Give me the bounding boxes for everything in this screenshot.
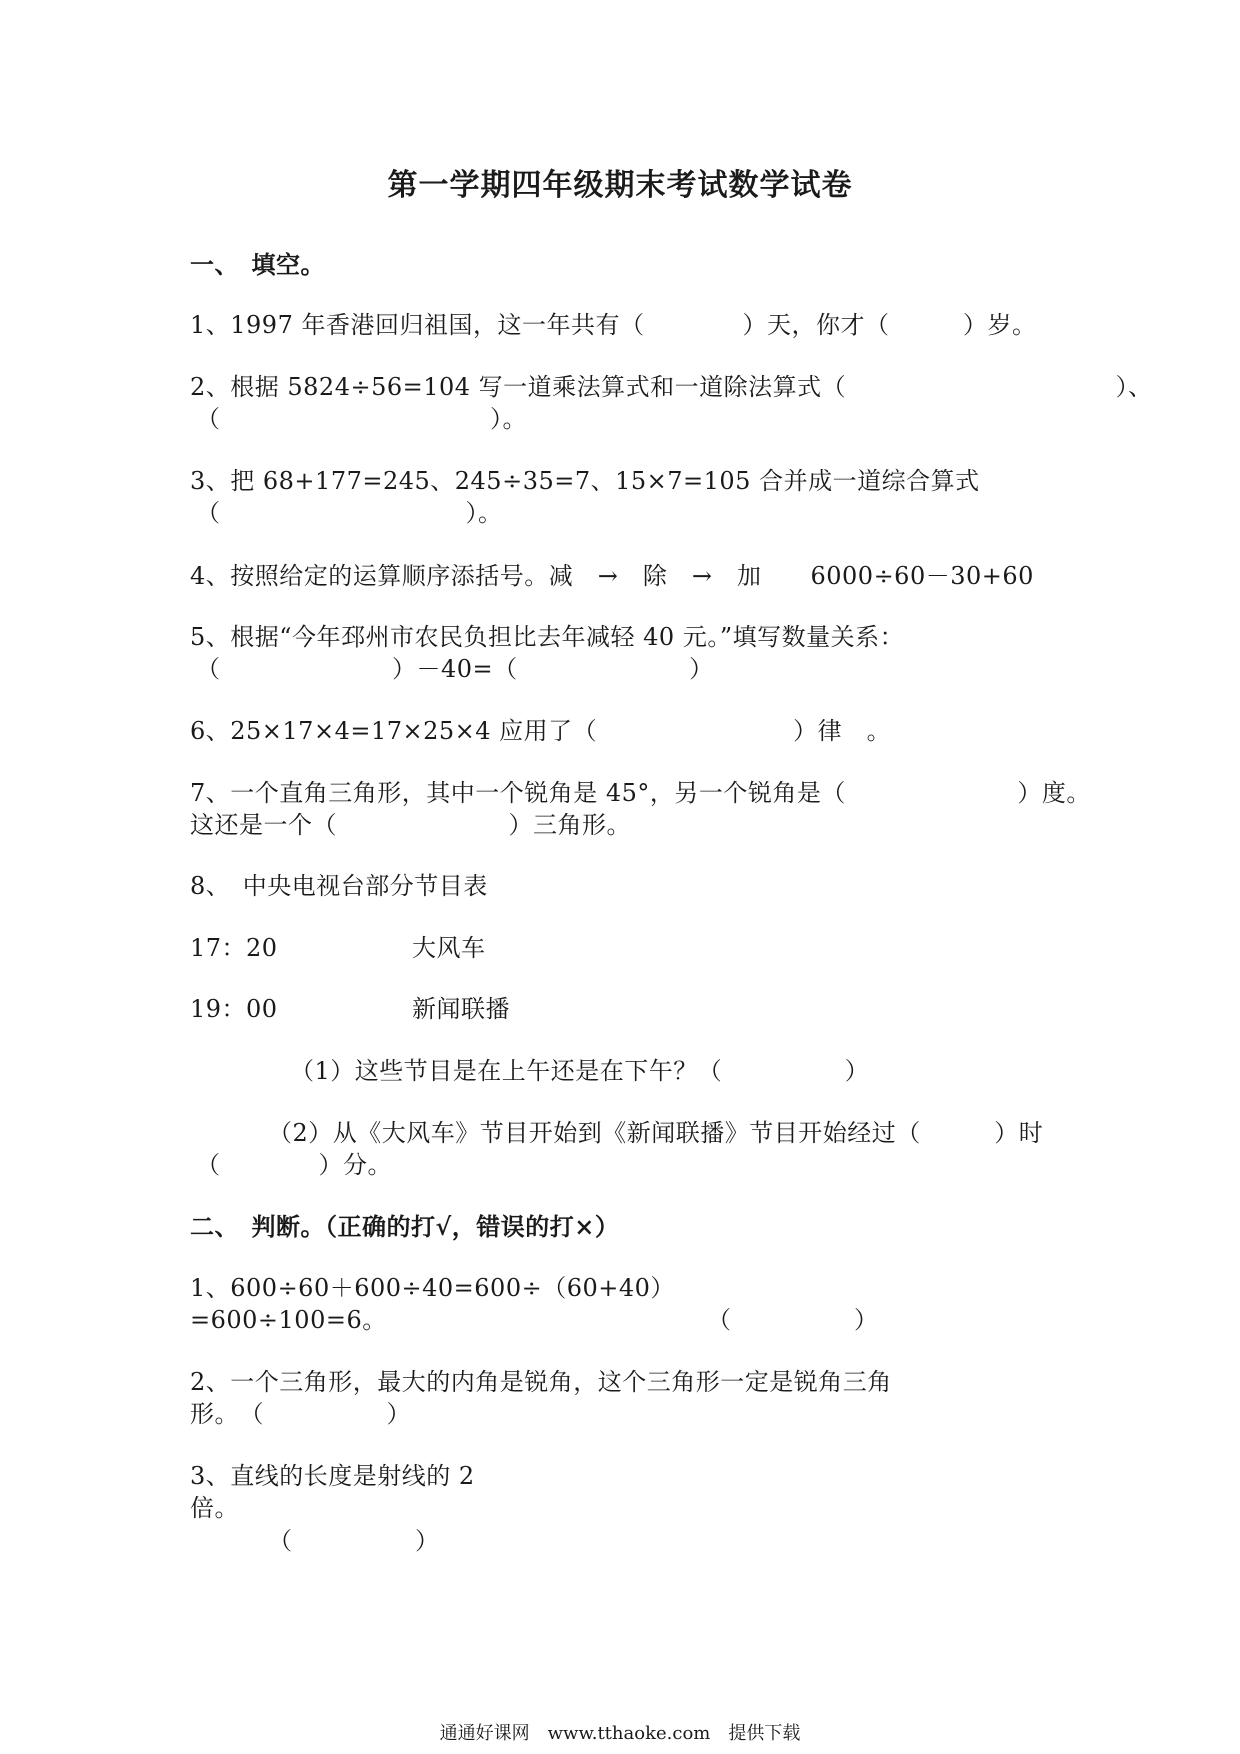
judgment-3-line-2: 倍。	[190, 1494, 239, 1522]
question-8: 8、 中央电视台部分节目表	[190, 872, 488, 900]
question-6: 6、25×17×4=17×25×4 应用了（ ）律 。	[190, 717, 892, 745]
judgment-1-line-1: 1、600÷60＋600÷40=600÷（60+40）	[190, 1274, 675, 1302]
question-2-line-2: （ ）。	[196, 405, 527, 433]
judgment-1-line-2: =600÷100=6。	[190, 1306, 387, 1334]
page-title: 第一学期四年级期末考试数学试卷	[387, 168, 853, 203]
question-5-line-2: （ ）－40=（ ）	[196, 655, 714, 683]
footer-credit: 通通好课网 www.tthaoke.com 提供下载	[439, 1723, 801, 1744]
question-3-line-2: （ ）。	[196, 499, 503, 527]
schedule-program: 新闻联播	[412, 995, 510, 1023]
question-7-line-1: 7、一个直角三角形，其中一个锐角是 45°，另一个锐角是（ ）度。	[190, 779, 1091, 807]
judgment-3-line-1: 3、直线的长度是射线的 2	[190, 1462, 475, 1490]
judgment-3-answer-paren: （ ）	[268, 1527, 440, 1555]
judgment-1-answer-paren: （ ）	[707, 1306, 879, 1334]
section-2-heading: 二、 判断。（正确的打√，错误的打×）	[190, 1212, 620, 1241]
schedule-time: 19：00	[190, 995, 278, 1023]
question-5-line-1: 5、根据“今年邳州市农民负担比去年减轻 40 元。”填写数量关系：	[190, 623, 905, 651]
question-1: 1、1997 年香港回归祖国，这一年共有（ ）天，你才（ ）岁。	[190, 311, 1037, 339]
question-8-part-2-line-1: （2）从《大风车》节目开始到《新闻联播》节目开始经过（ ）时	[268, 1119, 1044, 1147]
question-8-part-2-line-2: （ ）分。	[196, 1151, 392, 1179]
judgment-2-line-2: 形。 （ ）	[190, 1400, 411, 1428]
question-2-line-1: 2、根据 5824÷56=104 写一道乘法算式和一道除法算式（ ）、	[190, 373, 1153, 401]
question-7-line-2: 这还是一个（ ）三角形。	[190, 811, 631, 839]
schedule-time: 17：20	[190, 934, 278, 962]
question-3-line-1: 3、把 68+177=245、245÷35=7、15×7=105 合并成一道综合算式	[190, 467, 980, 495]
schedule-program: 大风车	[412, 934, 486, 962]
judgment-2-line-1: 2、一个三角形，最大的内角是锐角，这个三角形一定是锐角三角	[190, 1368, 892, 1396]
section-1-heading: 一、 填空。	[190, 250, 325, 279]
question-8-part-1: （1）这些节目是在上午还是在下午？（ ）	[290, 1057, 870, 1085]
question-4: 4、按照给定的运算顺序添括号。减 → 除 → 加 6000÷60－30+60	[190, 562, 1034, 590]
